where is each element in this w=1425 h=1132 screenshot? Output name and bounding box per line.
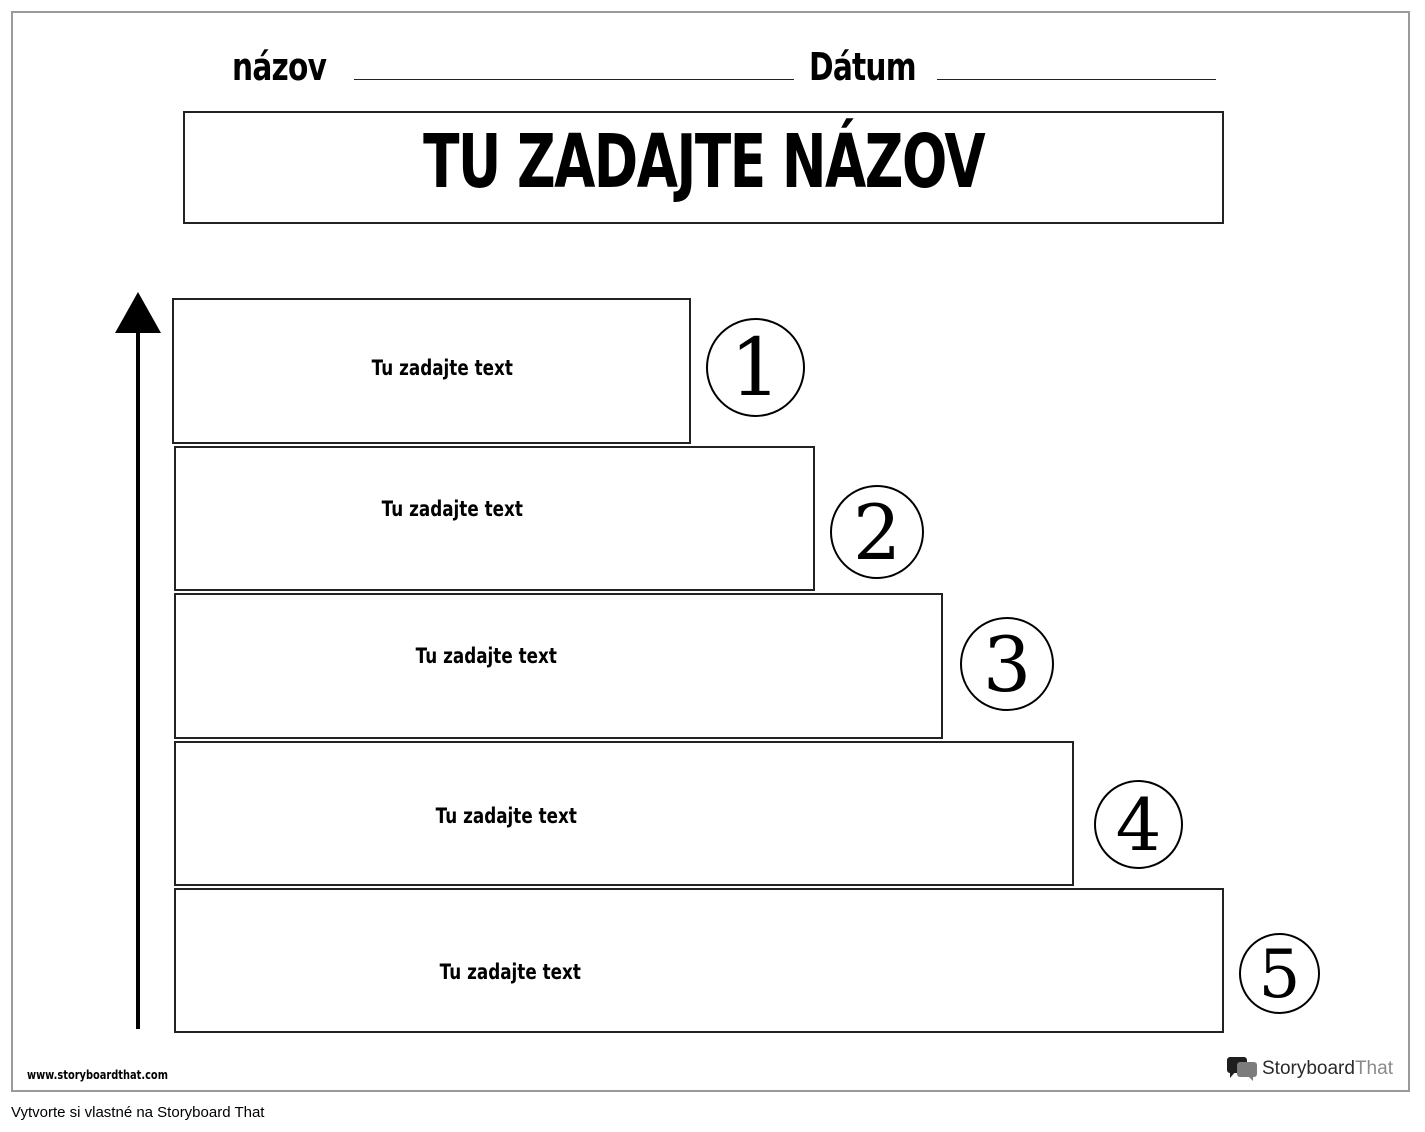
brand-name-part1: Storyboard	[1262, 1058, 1355, 1079]
name-label: názov	[232, 45, 327, 89]
step-text-3: Tu zadajte text	[415, 644, 557, 668]
brand-name	[1262, 1058, 1393, 1080]
date-input-line[interactable]	[937, 79, 1216, 80]
step-number-4: 4	[1094, 780, 1183, 869]
footer-url[interactable]: www.storyboardthat.com	[27, 1068, 168, 1082]
step-text-4: Tu zadajte text	[435, 804, 577, 828]
step-text-5: Tu zadajte text	[439, 960, 581, 984]
date-label: Dátum	[809, 45, 916, 89]
storyboardthat-logo[interactable]	[1227, 1056, 1393, 1082]
brand-name-part2: That	[1354, 1058, 1393, 1079]
step-box-3[interactable]	[174, 593, 943, 739]
step-box-1[interactable]	[172, 298, 691, 444]
step-box-5[interactable]	[174, 888, 1224, 1033]
step-box-4[interactable]	[174, 741, 1074, 886]
step-number-5: 5	[1239, 933, 1320, 1014]
arrow-up-icon	[115, 292, 161, 333]
title-box[interactable]	[183, 111, 1224, 224]
speech-bubbles-icon	[1227, 1056, 1259, 1082]
title-text-wrapper	[185, 119, 1222, 205]
step-number-2: 2	[830, 485, 924, 579]
arrow-shaft	[136, 326, 140, 1029]
worksheet-title: TU ZADAJTE NÁZOV	[422, 119, 985, 205]
step-number-3: 3	[960, 617, 1054, 711]
step-box-2[interactable]	[174, 446, 815, 591]
name-input-line[interactable]	[354, 79, 794, 80]
step-text-1: Tu zadajte text	[371, 356, 513, 380]
step-text-2: Tu zadajte text	[381, 497, 523, 521]
bottom-caption[interactable]: Vytvorte si vlastné na Storyboard That	[11, 1104, 265, 1121]
step-number-1: 1	[706, 318, 805, 417]
